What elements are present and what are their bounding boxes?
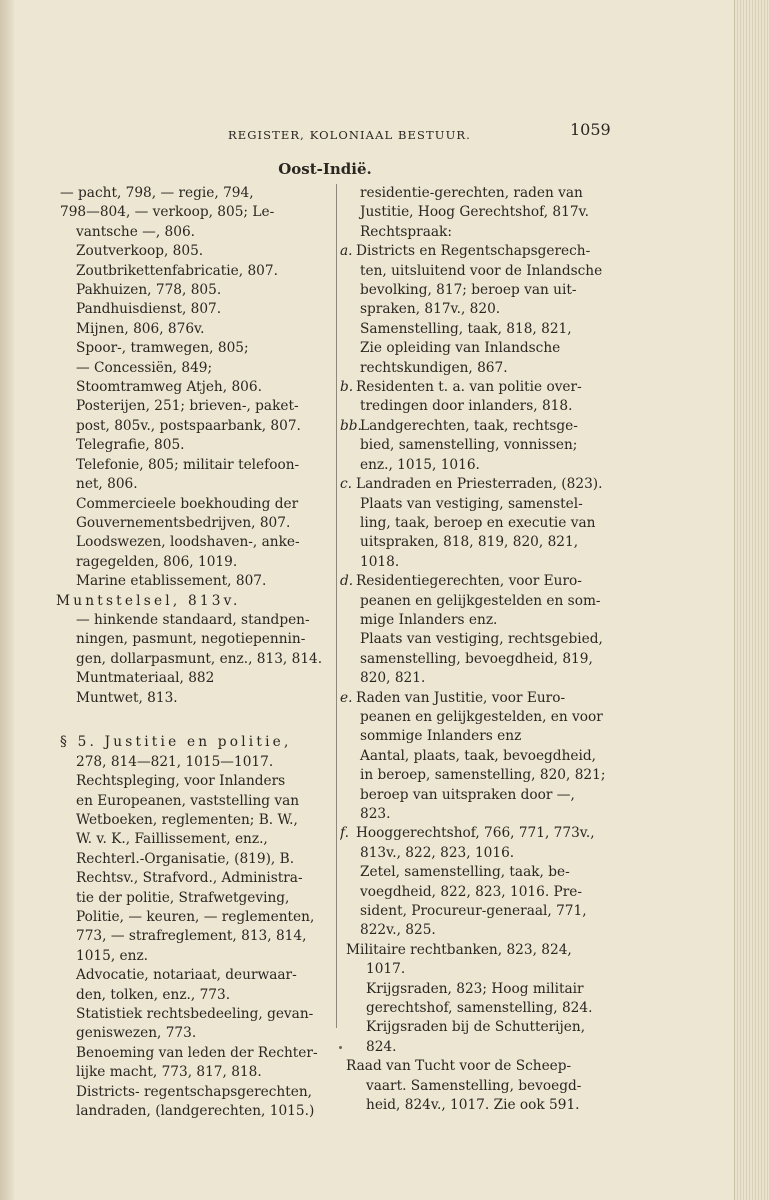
index-entry: sommige Inlanders enz <box>360 728 522 745</box>
right-column <box>340 184 615 1116</box>
index-entry: sident, Procureur-generaal, 771, <box>360 903 587 920</box>
page-edges <box>734 0 769 1200</box>
index-entry: bevolking, 817; beroep van uit- <box>360 282 577 299</box>
index-entry: Landgerechten, taak, rechtsge- <box>360 417 578 434</box>
item-label-a: a. <box>340 243 353 260</box>
index-entry: 813v., 822, 823, 1016. <box>360 844 515 861</box>
index-entry: Hooggerechtshof, 766, 771, 773v., <box>356 825 595 842</box>
index-entry: 822v., 825. <box>360 922 436 939</box>
index-entry: Advocatie, notariaat, deurwaar- <box>76 967 297 984</box>
index-entry: ningen, pasmunt, negotiepennin- <box>76 631 306 648</box>
index-entry: ling, taak, beroep en executie van <box>360 514 596 531</box>
index-entry: Zoutverkoop, 805. <box>76 243 204 260</box>
item-label-e: e. <box>340 689 353 706</box>
section-heading-justitie: § 5. Justitie en politie, <box>60 734 292 751</box>
index-entry: Aantal, plaats, taak, bevoegdheid, <box>360 747 596 764</box>
index-entry: Militaire rechtbanken, 823, 824, <box>346 941 572 958</box>
index-entry: Muntwet, 813. <box>76 689 178 706</box>
index-entry: — hinkende standaard, standpen- <box>76 611 310 628</box>
index-entry: 820, 821. <box>360 670 426 687</box>
index-entry: Districts en Regentschapsgerech- <box>356 243 591 260</box>
index-entry: Zetel, samenstelling, taak, be- <box>360 864 570 881</box>
index-entry: Loodswezen, loodshaven-, anke- <box>76 534 300 551</box>
index-entry: gerechtshof, samenstelling, 824. <box>366 1000 593 1017</box>
index-entry: Plaats van vestiging, samenstel- <box>360 495 583 512</box>
index-entry: Residenten t. a. van politie over- <box>356 379 582 396</box>
index-entry: in beroep, samenstelling, 820, 821; <box>360 767 606 784</box>
index-entry: heid, 824v., 1017. Zie ook 591. <box>366 1097 580 1114</box>
item-label-f: f. <box>340 825 349 842</box>
index-entry: Districts- regentschapsgerechten, <box>76 1083 312 1100</box>
index-entry: 798—804, — verkoop, 805; Le- <box>60 204 275 221</box>
index-entry: geniswezen, 773. <box>76 1025 197 1042</box>
index-entry: Zoutbrikettenfabricatie, 807. <box>76 262 278 279</box>
item-label-b: b. <box>340 379 354 396</box>
index-entry: 278, 814—821, 1015—1017. <box>76 753 274 770</box>
index-entry: en Europeanen, vaststelling van <box>76 792 300 809</box>
index-entry: Telegrafie, 805. <box>76 437 185 454</box>
page-number: 1059 <box>570 120 611 139</box>
index-entry: enz., 1015, 1016. <box>360 456 480 473</box>
index-entry: Landraden en Priesterraden, (823). <box>356 476 603 493</box>
index-entry: Wetboeken, reglementen; B. W., <box>76 811 298 828</box>
index-entry: Zie opleiding van Inlandsche <box>360 340 561 357</box>
index-entry: Rechtspleging, voor Inlanders <box>76 773 286 790</box>
index-entry: Stoomtramweg Atjeh, 806. <box>76 379 262 396</box>
index-entry: uitspraken, 818, 819, 820, 821, <box>360 534 579 551</box>
index-heading-muntstelsel: Muntstelsel, 813v. <box>56 592 241 609</box>
index-entry: lijke macht, 773, 817, 818. <box>76 1064 262 1081</box>
index-entry: Samenstelling, taak, 818, 821, <box>360 320 572 337</box>
index-entry: 1017. <box>366 961 406 978</box>
index-entry: Rechterl.-Organisatie, (819), B. <box>76 850 295 867</box>
index-entry: landraden, (landgerechten, 1015.) <box>76 1103 315 1120</box>
index-entry: — Concessiën, 849; <box>76 359 213 376</box>
index-entry: Plaats van vestiging, rechtsgebied, <box>360 631 603 648</box>
column-divider <box>336 184 337 1028</box>
left-column <box>56 184 328 1121</box>
running-head: REGISTER, KOLONIAAL BESTUUR. <box>228 128 471 142</box>
index-entry: rechtskundigen, 867. <box>360 359 508 376</box>
index-entry: tredingen door inlanders, 818. <box>360 398 573 415</box>
index-entry: Telefonie, 805; militair telefoon- <box>76 456 300 473</box>
index-entry: ten, uitsluitend voor de Inlandsche <box>360 262 603 279</box>
index-entry: Benoeming van leden der Rechter- <box>76 1044 318 1061</box>
index-entry: vaart. Samenstelling, bevoegd- <box>366 1077 582 1094</box>
index-entry: 773, — strafreglement, 813, 814, <box>76 928 307 945</box>
index-entry: Krijgsraden bij de Schutterijen, <box>366 1019 586 1036</box>
index-entry: residentie-gerechten, raden van <box>360 185 583 201</box>
index-entry: Marine etablissement, 807. <box>76 573 267 590</box>
index-entry: voegdheid, 822, 823, 1016. Pre- <box>360 883 583 900</box>
index-entry: peanen en gelijkgestelden, en voor <box>360 708 603 725</box>
index-entry: Spoor-, tramwegen, 805; <box>76 340 249 357</box>
index-entry: den, tolken, enz., 773. <box>76 986 231 1003</box>
index-entry: 824. <box>366 1038 397 1055</box>
print-dot <box>339 1046 342 1049</box>
blank-line <box>60 708 328 727</box>
index-entry: Mijnen, 806, 876v. <box>76 320 205 337</box>
item-label-d: d. <box>340 573 354 590</box>
index-entry: Pakhuizen, 778, 805. <box>76 282 222 299</box>
index-entry: Posterijen, 251; brieven-, paket- <box>76 398 299 415</box>
index-entry: vantsche —, 806. <box>76 223 196 240</box>
index-entry: bied, samenstelling, vonnissen; <box>360 437 578 454</box>
index-entry: post, 805v., postspaarbank, 807. <box>76 417 301 434</box>
index-entry: Rechtsv., Strafvord., Administra- <box>76 870 303 887</box>
index-entry: — pacht, 798, — regie, 794, <box>60 185 254 201</box>
index-entry: W. v. K., Faillissement, enz., <box>76 831 268 848</box>
index-entry: Politie, — keuren, — reglementen, <box>76 909 315 926</box>
index-entry: Statistiek rechtsbedeeling, gevan- <box>76 1006 314 1023</box>
index-entry: gen, dollarpasmunt, enz., 813, 814. <box>76 650 323 667</box>
index-entry: tie der politie, Strafwetgeving, <box>76 889 290 906</box>
index-entry: beroep van uitspraken door —, <box>360 786 575 803</box>
index-entry: Raden van Justitie, voor Euro- <box>356 689 566 706</box>
index-entry: spraken, 817v., 820. <box>360 301 501 318</box>
index-entry: samenstelling, bevoegdheid, 819, <box>360 650 593 667</box>
index-entry: Gouvernementsbedrijven, 807. <box>76 514 291 531</box>
item-label-c: c. <box>340 476 353 493</box>
index-entry: Rechtspraak: <box>360 223 452 240</box>
index-entry: Raad van Tucht voor de Scheep- <box>346 1058 572 1075</box>
index-entry: 823. <box>360 806 391 822</box>
index-entry: Pandhuisdienst, 807. <box>76 301 222 318</box>
index-entry: net, 806. <box>76 476 138 493</box>
index-entry: Krijgsraden, 823; Hoog militair <box>366 980 584 997</box>
book-spine-shadow <box>0 0 14 1200</box>
index-entry: Justitie, Hoog Gerechtshof, 817v. <box>360 204 590 221</box>
index-entry: 1018. <box>360 553 400 570</box>
index-entry: ragegelden, 806, 1019. <box>76 553 238 570</box>
index-entry: mige Inlanders enz. <box>360 611 498 628</box>
item-label-bb: bb. <box>340 417 362 434</box>
index-entry: Commercieele boekhouding der <box>76 495 299 512</box>
index-entry: 1015, enz. <box>76 947 149 964</box>
index-entry: Muntmateriaal, 882 <box>76 670 215 687</box>
index-entry: Residentiegerechten, voor Euro- <box>356 573 582 590</box>
index-entry: peanen en gelijkgestelden en som- <box>360 592 601 609</box>
section-title: Oost-Indië. <box>278 160 372 178</box>
